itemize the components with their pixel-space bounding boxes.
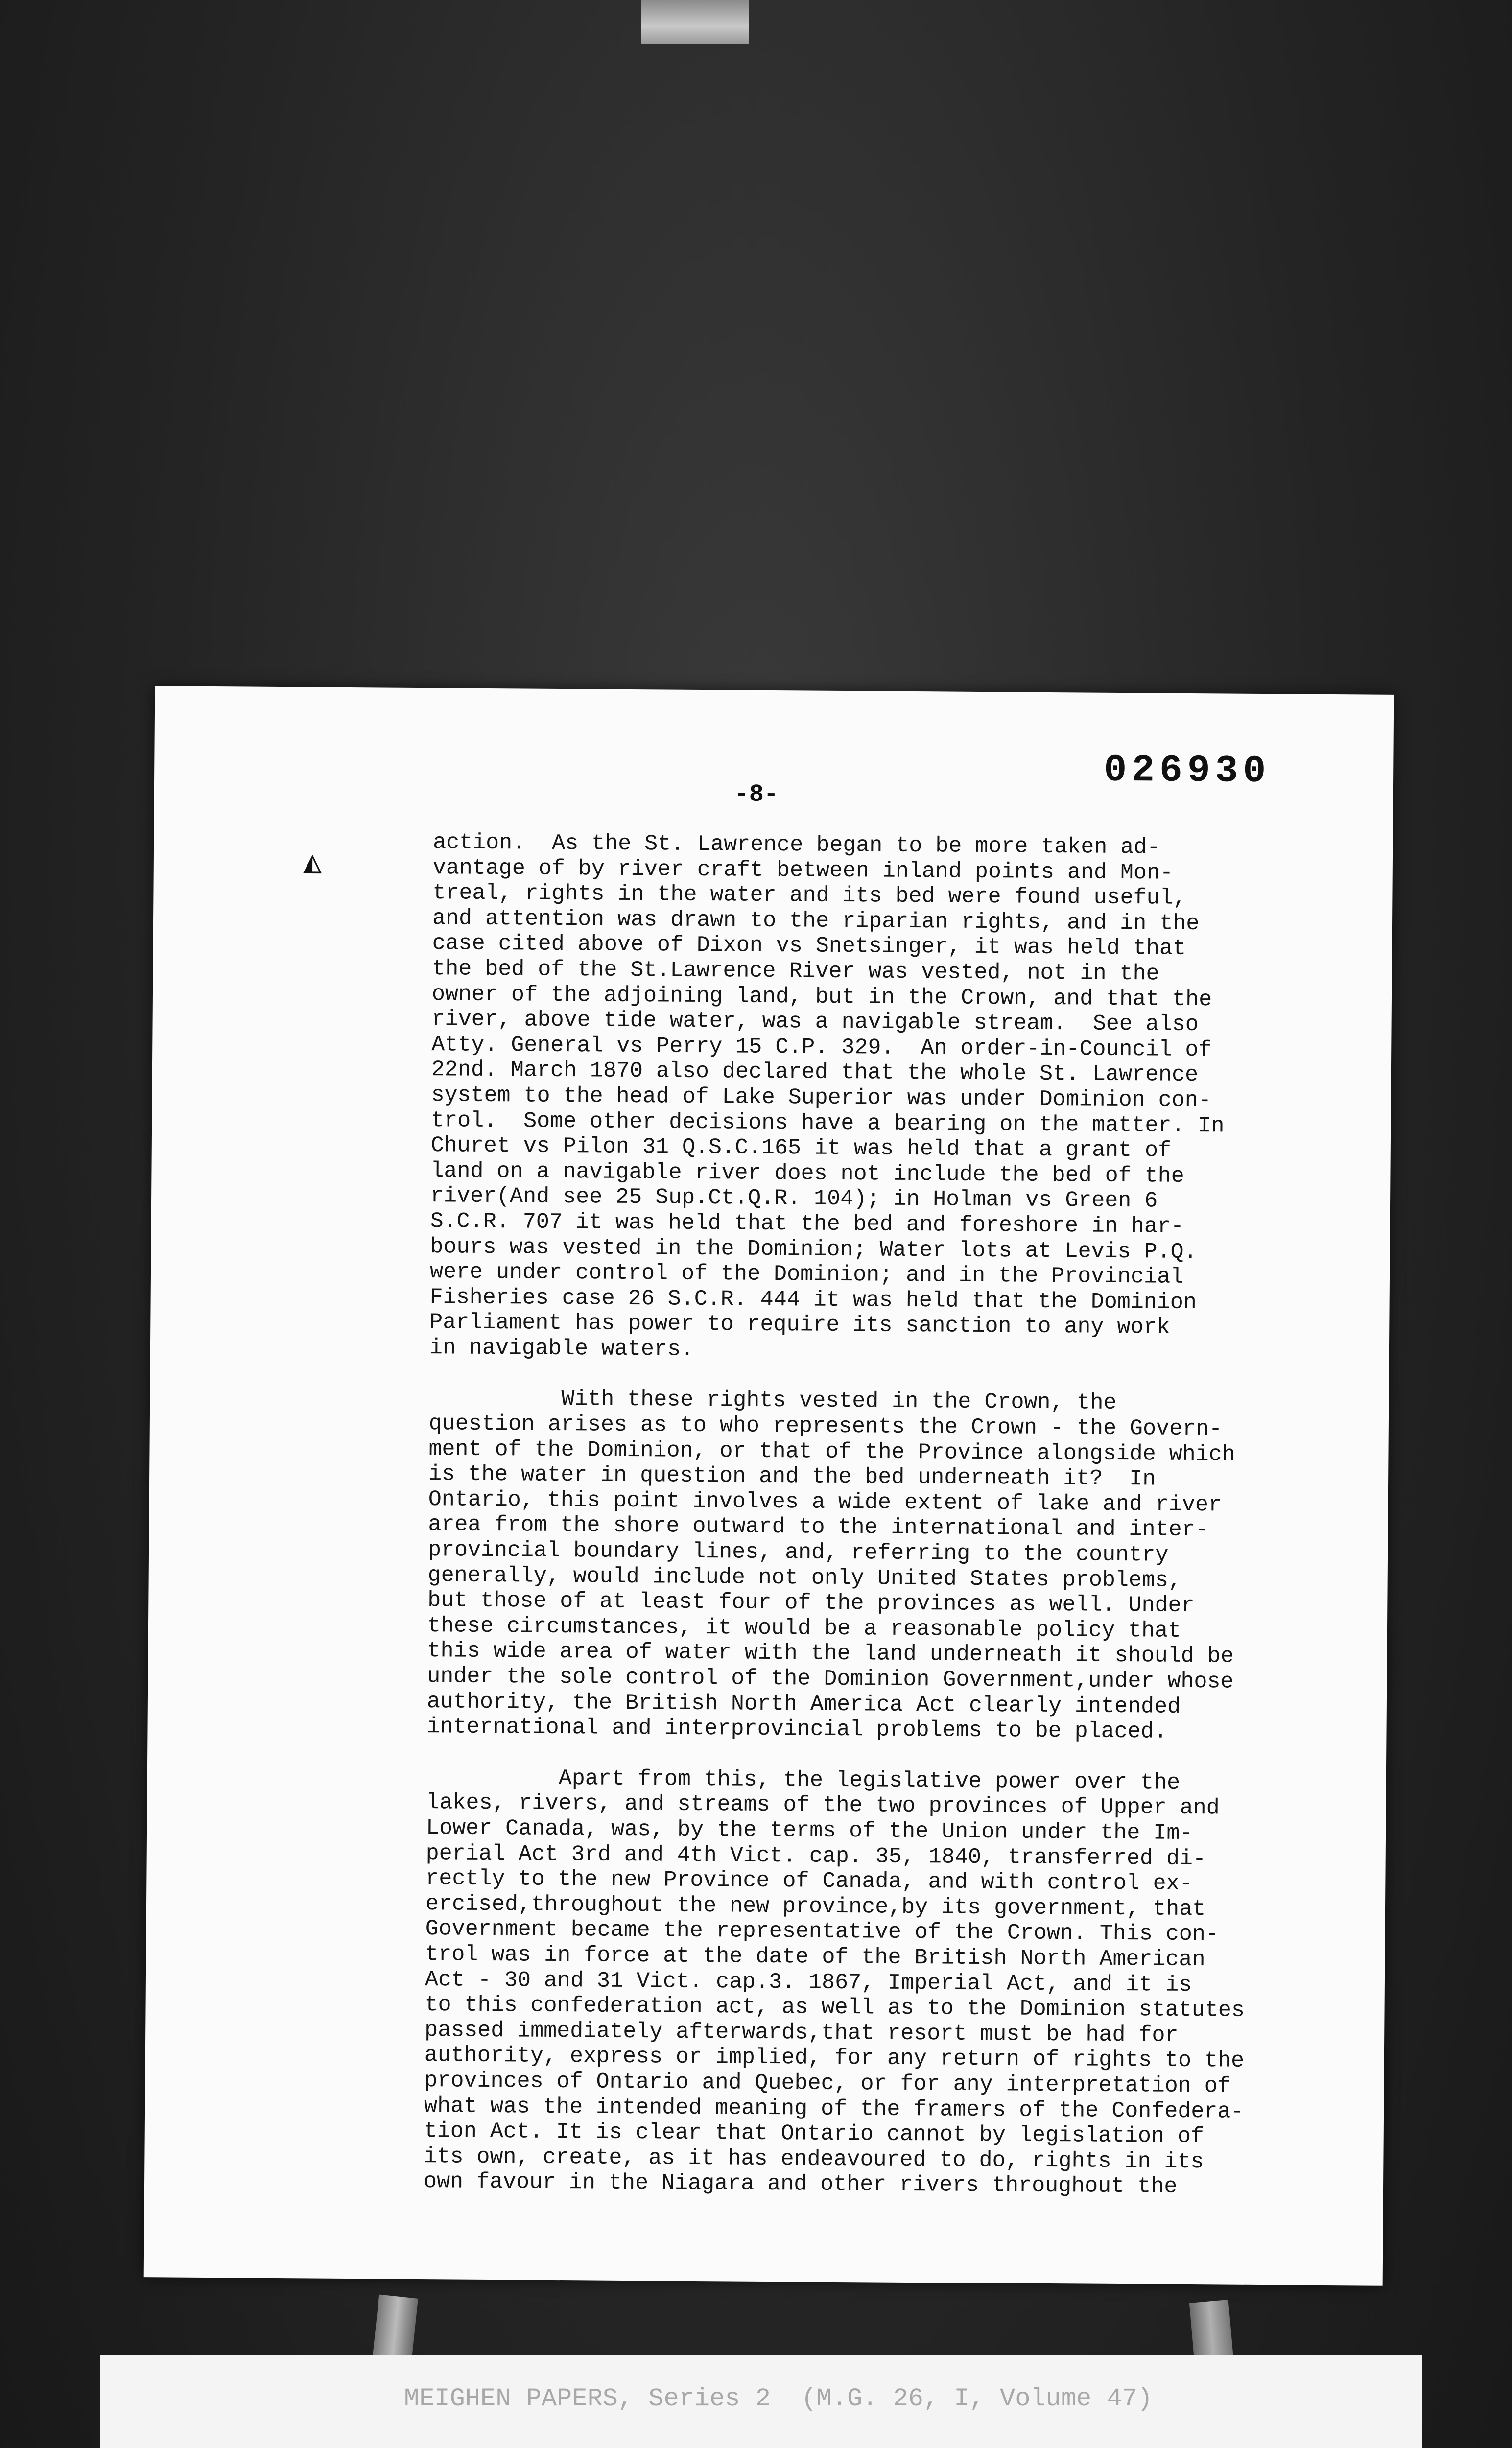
paragraph-2: With these rights vested in the Crown, the question arises as to who represents the Crown - the Govern- ment of the Dominion, or that of the Province alongside which is the water in question and the bed underneath it? In Ontario, this point involves a wide extent of lake and river area from the shore outward to the international and inter- provincial boundary lines, and, referring to the country generally, would include not only United States problems, but those of at least four of the provinces as well. Under these circumstances, it would be a reasonable policy that this wide area of water with the land underneath it should be under the sole control of the Dominion Government,under whose authority, the British North America Act clearly intended international and interprovincial problems to be placed. xyxy=(426,1386,1235,1744)
archive-label xyxy=(100,2355,1422,2448)
top-clip xyxy=(641,0,749,44)
document-number: 026930 xyxy=(1104,749,1271,794)
series-stamp: MEIGHEN PAPERS, Series 2 (M.G. 26, I, Volume 47) xyxy=(404,2384,1153,2413)
document-body xyxy=(424,830,1364,2226)
document-page xyxy=(144,686,1394,2286)
page-number: -8- xyxy=(734,780,779,809)
paragraph-3: Apart from this, the legislative power over the lakes, rivers, and streams of the two provinces of Upper and Lower Canada, was, by the terms of the Union under the Im- perial Act 3rd and 4th Vict. cap. 35, 1840, transferred di- rectly to the new Province of Canada, and with control ex- ercised,throughout the new province,by its government, that Government became the representative of the Crown. This con- trol was in force at the date of the British North American Act - 30 and 31 Vict. cap.3. 1867, Imperial Act, and it is to this confederation act, as well as to the Dominion statutes passed immediately afterwards,that resort must be had for authority, express or implied, for any return of rights to the provinces of Ontario and Quebec, or for any interpretation of what was the intended meaning of the framers of the Confedera- tion Act. It is clear that Ontario cannot by legislation of its own, create, as it has endeavoured to do, rights in its own favour in the Niagara and other rivers throughout the xyxy=(423,1765,1245,2200)
paragraph-1: action. As the St. Lawrence began to be more taken ad- vantage of by river craft between inland points and Mon- treal, rights in the water and its bed were found useful, and attention was drawn to the riparian rights, and in the case cited above of Dixon vs Snetsinger, it was held that the bed of the St.Lawrence River was vested, not in the owner of the adjoining land, but in the Crown, and that the river, above tide water, was a navigable stream. See also Atty. General vs Perry 15 C.P. 329. An order-in-Council of 22nd. March 1870 also declared that the whole St. Lawrence system to the head of Lake Superior was under Dominion con- trol. Some other decisions have a bearing on the matter. In Churet vs Pilon 31 Q.S.C.165 it was held that a grant of land on a navigable river does not include the bed of the river(And see 25 Sup.Ct.Q.R. 104); in Holman vs Green 6 S.C.R. 707 it was held that the bed and foreshore in har- bours was vested in the Dominion; Water lots at Levis P.Q. were under control of the Dominion; and in the Provincial Fisheries case 26 S.C.R. 444 it was held that the Dominion Parliament has power to require its sanction to any work in navigable waters. xyxy=(429,830,1225,1362)
margin-mark-icon: ◭ xyxy=(303,847,322,882)
